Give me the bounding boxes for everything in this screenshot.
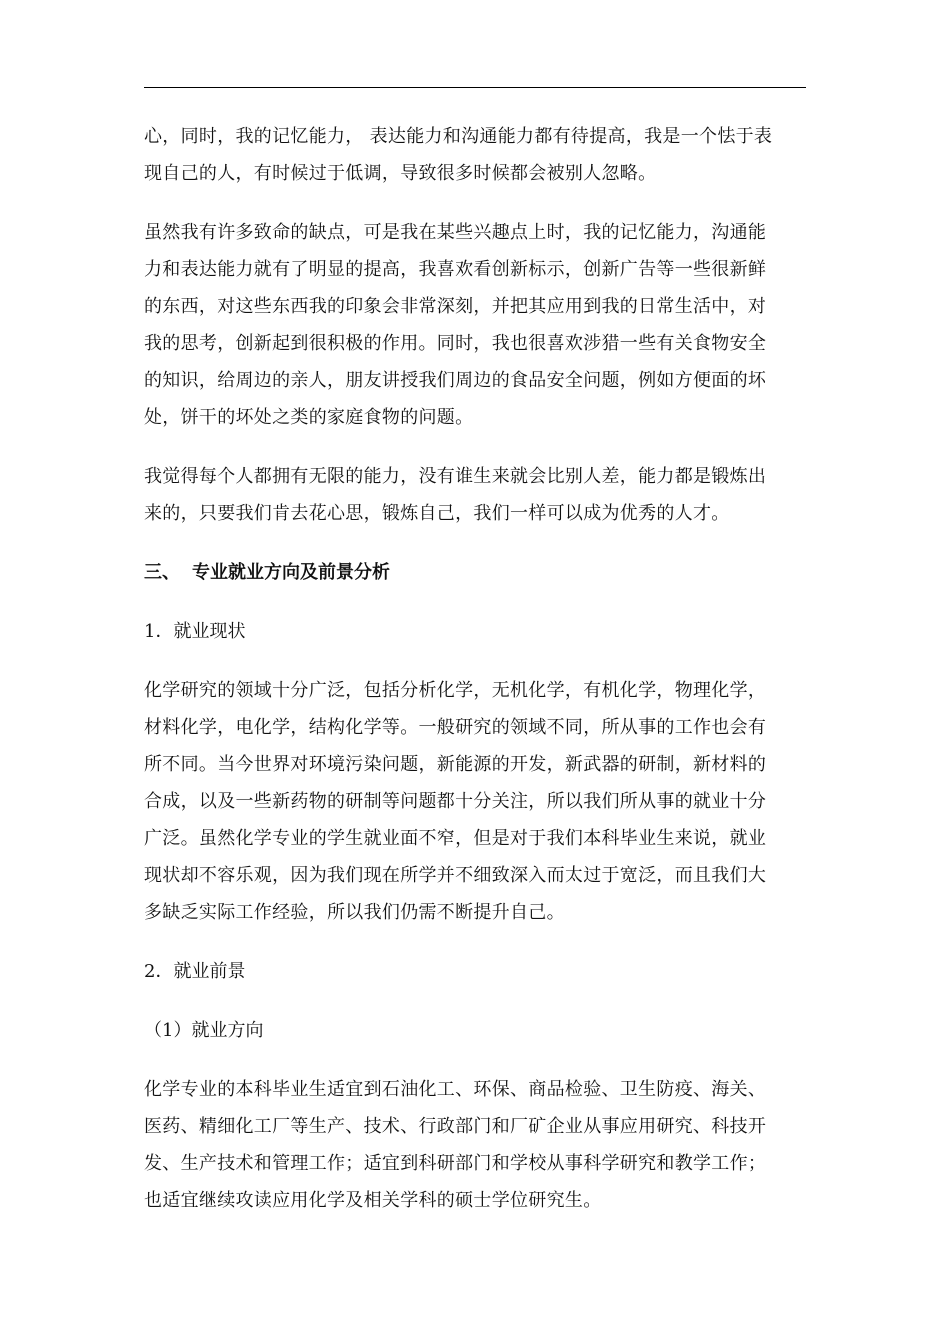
section-title: 专业就业方向及前景分析 bbox=[192, 562, 390, 583]
paragraph-line: 的知识，给周边的亲人，朋友讲授我们周边的食品安全问题，例如方便面的坏 bbox=[144, 370, 767, 391]
paragraph-line: 合成，以及一些新药物的研制等问题都十分关注，所以我们所从事的就业十分 bbox=[144, 791, 767, 812]
paragraph-line: 心，同时，我的记忆能力， 表达能力和沟通能力都有待提高，我是一个怯于表 bbox=[144, 126, 773, 147]
paragraph-line: 发、生产技术和管理工作；适宜到科研部门和学校从事科学研究和教学工作； bbox=[144, 1153, 767, 1174]
paragraph-line: 现自己的人，有时候过于低调，导致很多时候都会被别人忽略。 bbox=[144, 163, 657, 184]
header-rule bbox=[144, 87, 806, 88]
paragraph-line: 我觉得每个人都拥有无限的能力，没有谁生来就会比别人差，能力都是锻炼出 bbox=[144, 466, 767, 487]
paragraph-line: 化学研究的领域十分广泛，包括分析化学，无机化学，有机化学，物理化学， bbox=[144, 680, 767, 701]
paragraph-interests bbox=[144, 214, 808, 436]
paragraph-line: 医药、精细化工厂等生产、技术、行政部门和厂矿企业从事应用研究、科技开 bbox=[144, 1116, 767, 1137]
paragraph-line: 力和表达能力就有了明显的提高，我喜欢看创新标示，创新广告等一些很新鲜 bbox=[144, 259, 767, 280]
section-heading bbox=[144, 554, 808, 591]
document-body bbox=[144, 118, 808, 1241]
paragraph-self-weakness bbox=[144, 118, 808, 192]
paragraph-line: 来的，只要我们肯去花心思，锻炼自己，我们一样可以成为优秀的人才。 bbox=[144, 503, 730, 524]
paragraph-line: 也适宜继续攻读应用化学及相关学科的硕士学位研究生。 bbox=[144, 1190, 602, 1211]
paragraph-line: 多缺乏实际工作经验，所以我们仍需不断提升自己。 bbox=[144, 902, 565, 923]
paragraph-line: 的东西，对这些东西我的印象会非常深刻，并把其应用到我的日常生活中，对 bbox=[144, 296, 767, 317]
paragraph-line: 化学专业的本科毕业生适宜到石油化工、环保、商品检验、卫生防疫、海关、 bbox=[144, 1079, 767, 1100]
paragraph-line: 我的思考，创新起到很积极的作用。同时，我也很喜欢涉猎一些有关食物安全 bbox=[144, 333, 767, 354]
paragraph-employment-direction bbox=[144, 1071, 808, 1219]
paragraph-line: 虽然我有许多致命的缺点，可是我在某些兴趣点上时，我的记忆能力，沟通能 bbox=[144, 222, 767, 243]
section-number: 三、 bbox=[144, 562, 180, 583]
paragraph-line: 材料化学，电化学，结构化学等。一般研究的领域不同，所从事的工作也会有 bbox=[144, 717, 767, 738]
paragraph-line: 现状却不容乐观，因为我们现在所学并不细致深入而太过于宽泛，而且我们大 bbox=[144, 865, 767, 886]
paragraph-ability bbox=[144, 458, 808, 532]
paragraph-employment-status bbox=[144, 672, 808, 931]
paragraph-line: 处，饼干的坏处之类的家庭食物的问题。 bbox=[144, 407, 474, 428]
subsubsection-heading-employment-direction: （1）就业方向 bbox=[144, 1020, 264, 1041]
subsection-heading-employment-prospects: 2．就业前景 bbox=[144, 961, 246, 982]
subsection-heading-employment-status: 1．就业现状 bbox=[144, 621, 246, 642]
paragraph-line: 广泛。虽然化学专业的学生就业面不窄，但是对于我们本科毕业生来说，就业 bbox=[144, 828, 767, 849]
paragraph-line: 所不同。当今世界对环境污染问题，新能源的开发，新武器的研制，新材料的 bbox=[144, 754, 767, 775]
